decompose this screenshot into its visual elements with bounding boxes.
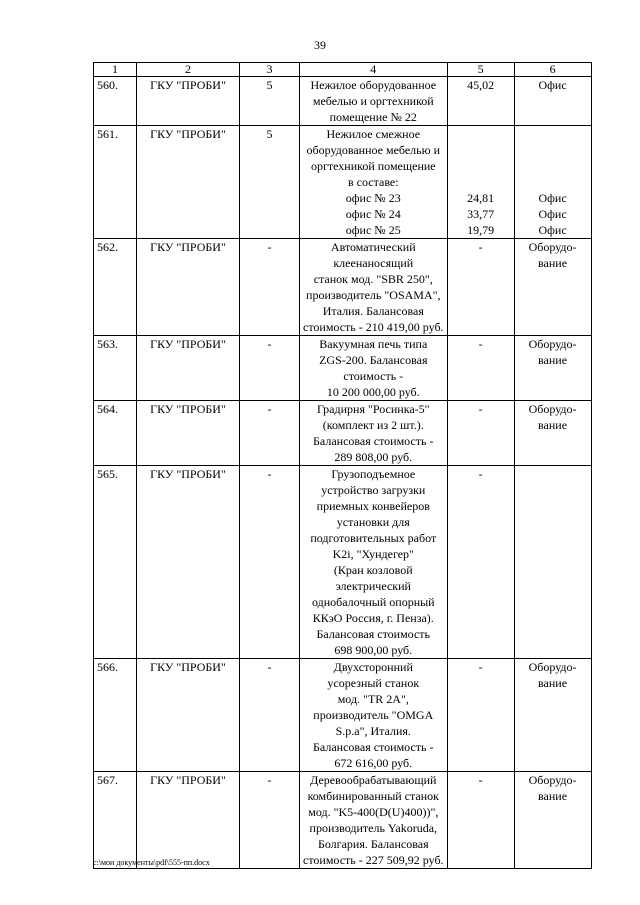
floor-value: - [267,773,272,787]
purpose-cell [514,659,591,772]
description-line: установки для [336,515,410,529]
description-line: в составе: [347,175,399,189]
description-line: офис № 23 [345,191,401,205]
area-cell [447,772,514,869]
description-line: 672 616,00 руб. [334,756,413,770]
column-header-4: 4 [300,63,448,77]
floor-cell [240,466,300,659]
description-line: клеенаносящий [333,256,414,270]
organization-cell [137,772,240,869]
description-line: Вакуумная печь типа [319,337,428,351]
organization-name: ГКУ "ПРОБИ" [150,660,226,674]
description-cell [300,659,448,772]
description-line: мод. "K5-400(D(U)400))", [308,805,439,819]
description-line: устройство загрузки [321,483,426,497]
floor-cell [240,239,300,336]
spacer [451,126,511,142]
page-number: 39 [314,38,326,52]
floor-value: 5 [266,78,273,92]
row-number: 562. [97,240,118,254]
spacer [451,142,511,158]
column-header-6: 6 [514,63,591,77]
description-line: производитель "OMGA [313,708,434,722]
row-number-cell [94,126,137,239]
description-line: (Кран козловой [333,563,413,577]
column-header-5: 5 [447,63,514,77]
purpose-cell [514,772,591,869]
organization-cell [137,466,240,659]
organization-name: ГКУ "ПРОБИ" [150,240,226,254]
purpose-cell [514,126,591,239]
organization-cell [137,401,240,466]
table-row [94,126,592,239]
organization-cell [137,659,240,772]
description-line: электрический [335,579,411,593]
area-cell [447,466,514,659]
purpose-cell [514,239,591,336]
floor-cell [240,126,300,239]
row-number-cell [94,659,137,772]
organization-name: ГКУ "ПРОБИ" [150,402,226,416]
organization-cell [137,77,240,126]
area-cell [447,659,514,772]
description-line: однобалочный опорный [311,595,435,609]
description-line: Болгария. Балансовая [317,837,429,851]
description-line: офис № 24 [345,207,401,221]
row-number: 560. [97,78,118,92]
organization-name: ГКУ "ПРОБИ" [150,127,226,141]
organization-name: ГКУ "ПРОБИ" [150,337,226,351]
floor-cell [240,77,300,126]
row-number: 564. [97,402,118,416]
table-row [94,772,592,869]
organization-cell [137,126,240,239]
purpose-value: Офис [538,207,567,221]
description-line: 698 900,00 руб. [334,643,413,657]
description-line: (комплект из 2 шт.). [322,418,424,432]
column-header-3: 3 [240,63,300,77]
description-line: Деревообрабатывающий [310,773,437,787]
area-value: - [478,337,483,351]
purpose-value: Офис [538,191,567,205]
row-number-cell [94,239,137,336]
purpose-cell [514,77,591,126]
floor-value: - [267,240,272,254]
description-line: Балансовая стоимость - [313,434,434,448]
column-header-2: 2 [137,63,240,77]
table-row [94,659,592,772]
purpose-value: вание [538,676,568,690]
column-header-1: 1 [94,63,137,77]
table-header-row [94,63,592,77]
floor-value: 5 [266,127,273,141]
description-cell [300,126,448,239]
floor-value: - [267,337,272,351]
description-line: Нежилое оборудованное [310,78,437,92]
purpose-value: вание [538,418,568,432]
spacer [451,158,511,174]
description-line: стоимость - [343,369,404,383]
purpose-value: Оборудо- [528,337,577,351]
area-value: 24,81 [467,191,495,205]
description-line: подготовительных работ [310,531,437,545]
area-value: 45,02 [467,78,495,92]
purpose-cell [514,466,591,659]
spacer [518,174,588,190]
floor-value: - [267,467,272,481]
table-row [94,466,592,659]
property-table [93,62,592,869]
row-number-cell [94,772,137,869]
description-line: Грузоподъемное [331,467,416,481]
description-line: приемных конвейеров [316,499,430,513]
purpose-value: Оборудо- [528,660,577,674]
purpose-cell [514,401,591,466]
description-line: усорезный станок [327,676,420,690]
description-line: 10 200 000,00 руб. [326,385,420,399]
description-cell [300,336,448,401]
purpose-value: Офис [538,78,567,92]
description-line: Балансовая стоимость - [313,740,434,754]
description-cell [300,77,448,126]
description-line: мод. "TR 2A", [337,692,409,706]
row-number-cell [94,336,137,401]
area-value: 33,77 [467,207,495,221]
area-cell [447,336,514,401]
description-line: офис № 25 [345,223,401,237]
organization-name: ГКУ "ПРОБИ" [150,467,226,481]
purpose-value: Оборудо- [528,402,577,416]
area-cell [447,239,514,336]
spacer [518,466,588,482]
purpose-value: Офис [538,223,567,237]
row-number: 566. [97,660,118,674]
area-value: - [478,467,483,481]
area-value: - [478,773,483,787]
description-line: оборудованное мебелью и [306,143,441,157]
footer-file-path: c:\мои документы\pdf\555-пп.docx [93,858,210,867]
area-value: - [478,240,483,254]
purpose-value: Оборудо- [528,240,577,254]
description-cell [300,401,448,466]
description-cell [300,466,448,659]
purpose-value: Оборудо- [528,773,577,787]
description-line: помещение № 22 [329,110,417,124]
description-line: станок мод. "SBR 250", [313,272,433,286]
description-line: стоимость - 227 509,92 руб. [303,853,444,867]
spacer [518,142,588,158]
table-row [94,239,592,336]
floor-cell [240,401,300,466]
description-line: K2i, "Хундегер" [332,547,414,561]
description-line: оргтехникой помещение [310,159,436,173]
description-line: Балансовая стоимость [316,627,431,641]
description-line: Двухсторонний [333,660,413,674]
row-number: 561. [97,127,118,141]
organization-name: ГКУ "ПРОБИ" [150,78,226,92]
description-line: производитель Yakoruda, [309,821,438,835]
area-cell [447,401,514,466]
floor-cell [240,336,300,401]
row-number: 567. [97,773,118,787]
floor-value: - [267,660,272,674]
description-line: Градирня "Росинка-5" [316,402,430,416]
description-line: Италия. Балансовая [322,304,424,318]
description-line: комбинированный станок [307,789,439,803]
floor-value: - [267,402,272,416]
area-value: - [478,402,483,416]
purpose-value: вание [538,789,568,803]
row-number: 563. [97,337,118,351]
description-line: стоимость - 210 419,00 руб. [303,320,444,334]
purpose-value: вание [538,353,568,367]
description-line: 289 808,00 руб. [334,450,413,464]
row-number-cell [94,77,137,126]
description-cell [300,239,448,336]
purpose-value: вание [538,256,568,270]
description-line: ККэО Россия, г. Пенза). [312,611,434,625]
floor-cell [240,772,300,869]
area-cell [447,126,514,239]
description-line: S.p.a", Италия. [335,724,411,738]
description-cell [300,772,448,869]
purpose-cell [514,336,591,401]
organization-cell [137,336,240,401]
description-line: мебелью и оргтехникой [312,94,434,108]
row-number-cell [94,401,137,466]
organization-cell [137,239,240,336]
description-line: ZGS-200. Балансовая [319,353,428,367]
row-number: 565. [97,467,118,481]
description-line: Автоматический [330,240,416,254]
table-row [94,77,592,126]
area-value: 19,79 [467,223,495,237]
spacer [518,126,588,142]
table-row [94,336,592,401]
table-row [94,401,592,466]
description-line: Нежилое смежное [326,127,421,141]
spacer [451,174,511,190]
spacer [518,158,588,174]
floor-cell [240,659,300,772]
description-line: производитель "OSAMA", [306,288,441,302]
organization-name: ГКУ "ПРОБИ" [150,773,226,787]
area-value: - [478,660,483,674]
row-number-cell [94,466,137,659]
area-cell [447,77,514,126]
